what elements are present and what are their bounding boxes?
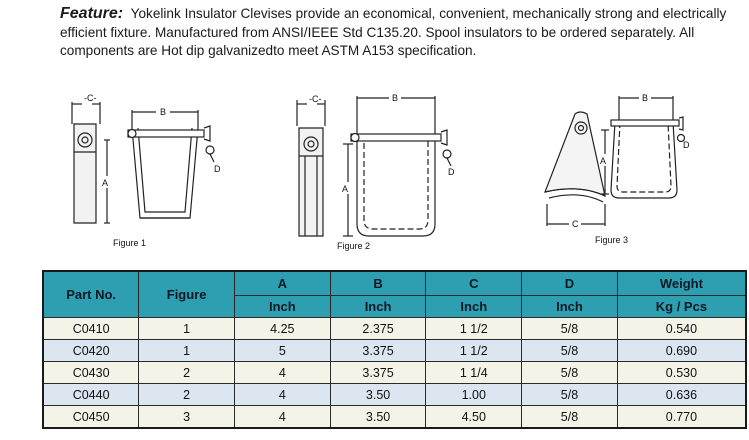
- figure-3-label-b: B: [642, 93, 649, 103]
- figure-1-label-a: A: [102, 178, 109, 188]
- figure-2-drawing: [285, 86, 475, 261]
- unit-d: Inch: [522, 296, 618, 318]
- figure-1-caption: Figure 1: [113, 238, 147, 248]
- unit-c: Inch: [426, 296, 522, 318]
- cell-b: 3.375: [330, 362, 426, 384]
- spec-table: [42, 270, 747, 429]
- unit-b: Inch: [330, 296, 426, 318]
- unit-weight: Kg / Pcs: [617, 296, 746, 318]
- figure-3-caption: Figure 3: [595, 235, 629, 245]
- cell-figure: 3: [139, 406, 235, 429]
- figure-2-label-b: B: [392, 93, 399, 103]
- feature-text: Yokelink Insulator Clevises provide an economical, convenient, mechanically strong and electrically efficient fixture. Manufactured from ANSI/IEEE Std C135.20. Spool insulators to be ordered separately. All components are Hot dip galvanizedto meet ASTM A153 specification.: [60, 6, 727, 58]
- cell-a: 4: [235, 384, 331, 406]
- header-figure: Figure: [139, 271, 235, 318]
- header-d: D: [522, 271, 618, 296]
- cell-weight: 0.530: [617, 362, 746, 384]
- svg-text:-C-: -C-: [309, 94, 322, 104]
- unit-a: Inch: [235, 296, 331, 318]
- header-weight: Weight: [617, 271, 746, 296]
- cell-a: 4: [235, 362, 331, 384]
- cell-c: 1.00: [426, 384, 522, 406]
- figure-1-drawing: [60, 88, 230, 263]
- figure-3-drawing: [525, 86, 695, 261]
- cell-part: C0450: [43, 406, 139, 429]
- cell-d: 5/8: [522, 362, 618, 384]
- cell-part: C0410: [43, 318, 139, 340]
- cell-b: 3.375: [330, 340, 426, 362]
- cell-a: 4.25: [235, 318, 331, 340]
- figure-1-label-c: C: [87, 93, 94, 103]
- cell-a: 4: [235, 406, 331, 429]
- figure-1-label-d: D: [214, 164, 221, 174]
- cell-figure: 2: [139, 384, 235, 406]
- cell-figure: 1: [139, 318, 235, 340]
- cell-d: 5/8: [522, 318, 618, 340]
- cell-c: 4.50: [426, 406, 522, 429]
- cell-c: 1 1/2: [426, 318, 522, 340]
- cell-figure: 2: [139, 362, 235, 384]
- cell-weight: 0.690: [617, 340, 746, 362]
- figure-2-label-a: A: [342, 184, 349, 194]
- table-row: [43, 362, 746, 384]
- cell-weight: 0.770: [617, 406, 746, 429]
- header-c: C: [426, 271, 522, 296]
- cell-b: 3.50: [330, 406, 426, 429]
- cell-d: 5/8: [522, 384, 618, 406]
- cell-c: 1 1/2: [426, 340, 522, 362]
- cell-part: C0440: [43, 384, 139, 406]
- figure-2-label-c: C: [312, 94, 319, 104]
- figure-2-label-d: D: [448, 167, 455, 177]
- feature-heading: Feature:: [60, 5, 124, 22]
- cell-d: 5/8: [522, 340, 618, 362]
- cell-weight: 0.540: [617, 318, 746, 340]
- cell-figure: 1: [139, 340, 235, 362]
- cell-part: C0430: [43, 362, 139, 384]
- header-part-no: Part No.: [43, 271, 139, 318]
- cell-b: 3.50: [330, 384, 426, 406]
- header-a: A: [235, 271, 331, 296]
- figure-3-label-a: A: [600, 156, 607, 166]
- feature-paragraph: [60, 5, 740, 61]
- cell-weight: 0.636: [617, 384, 746, 406]
- figure-3-label-d: D: [683, 140, 690, 150]
- table-row: [43, 318, 746, 340]
- header-b: B: [330, 271, 426, 296]
- figures-area: [0, 80, 749, 260]
- figure-1-label-b: B: [160, 107, 167, 117]
- cell-d: 5/8: [522, 406, 618, 429]
- figure-2-caption: Figure 2: [337, 241, 371, 251]
- cell-c: 1 1/4: [426, 362, 522, 384]
- table-row: [43, 340, 746, 362]
- svg-text:-C-: -C-: [84, 93, 97, 103]
- cell-a: 5: [235, 340, 331, 362]
- cell-part: C0420: [43, 340, 139, 362]
- table-row: [43, 384, 746, 406]
- table-row: [43, 406, 746, 429]
- figure-3-label-c: C: [572, 219, 579, 229]
- cell-b: 2.375: [330, 318, 426, 340]
